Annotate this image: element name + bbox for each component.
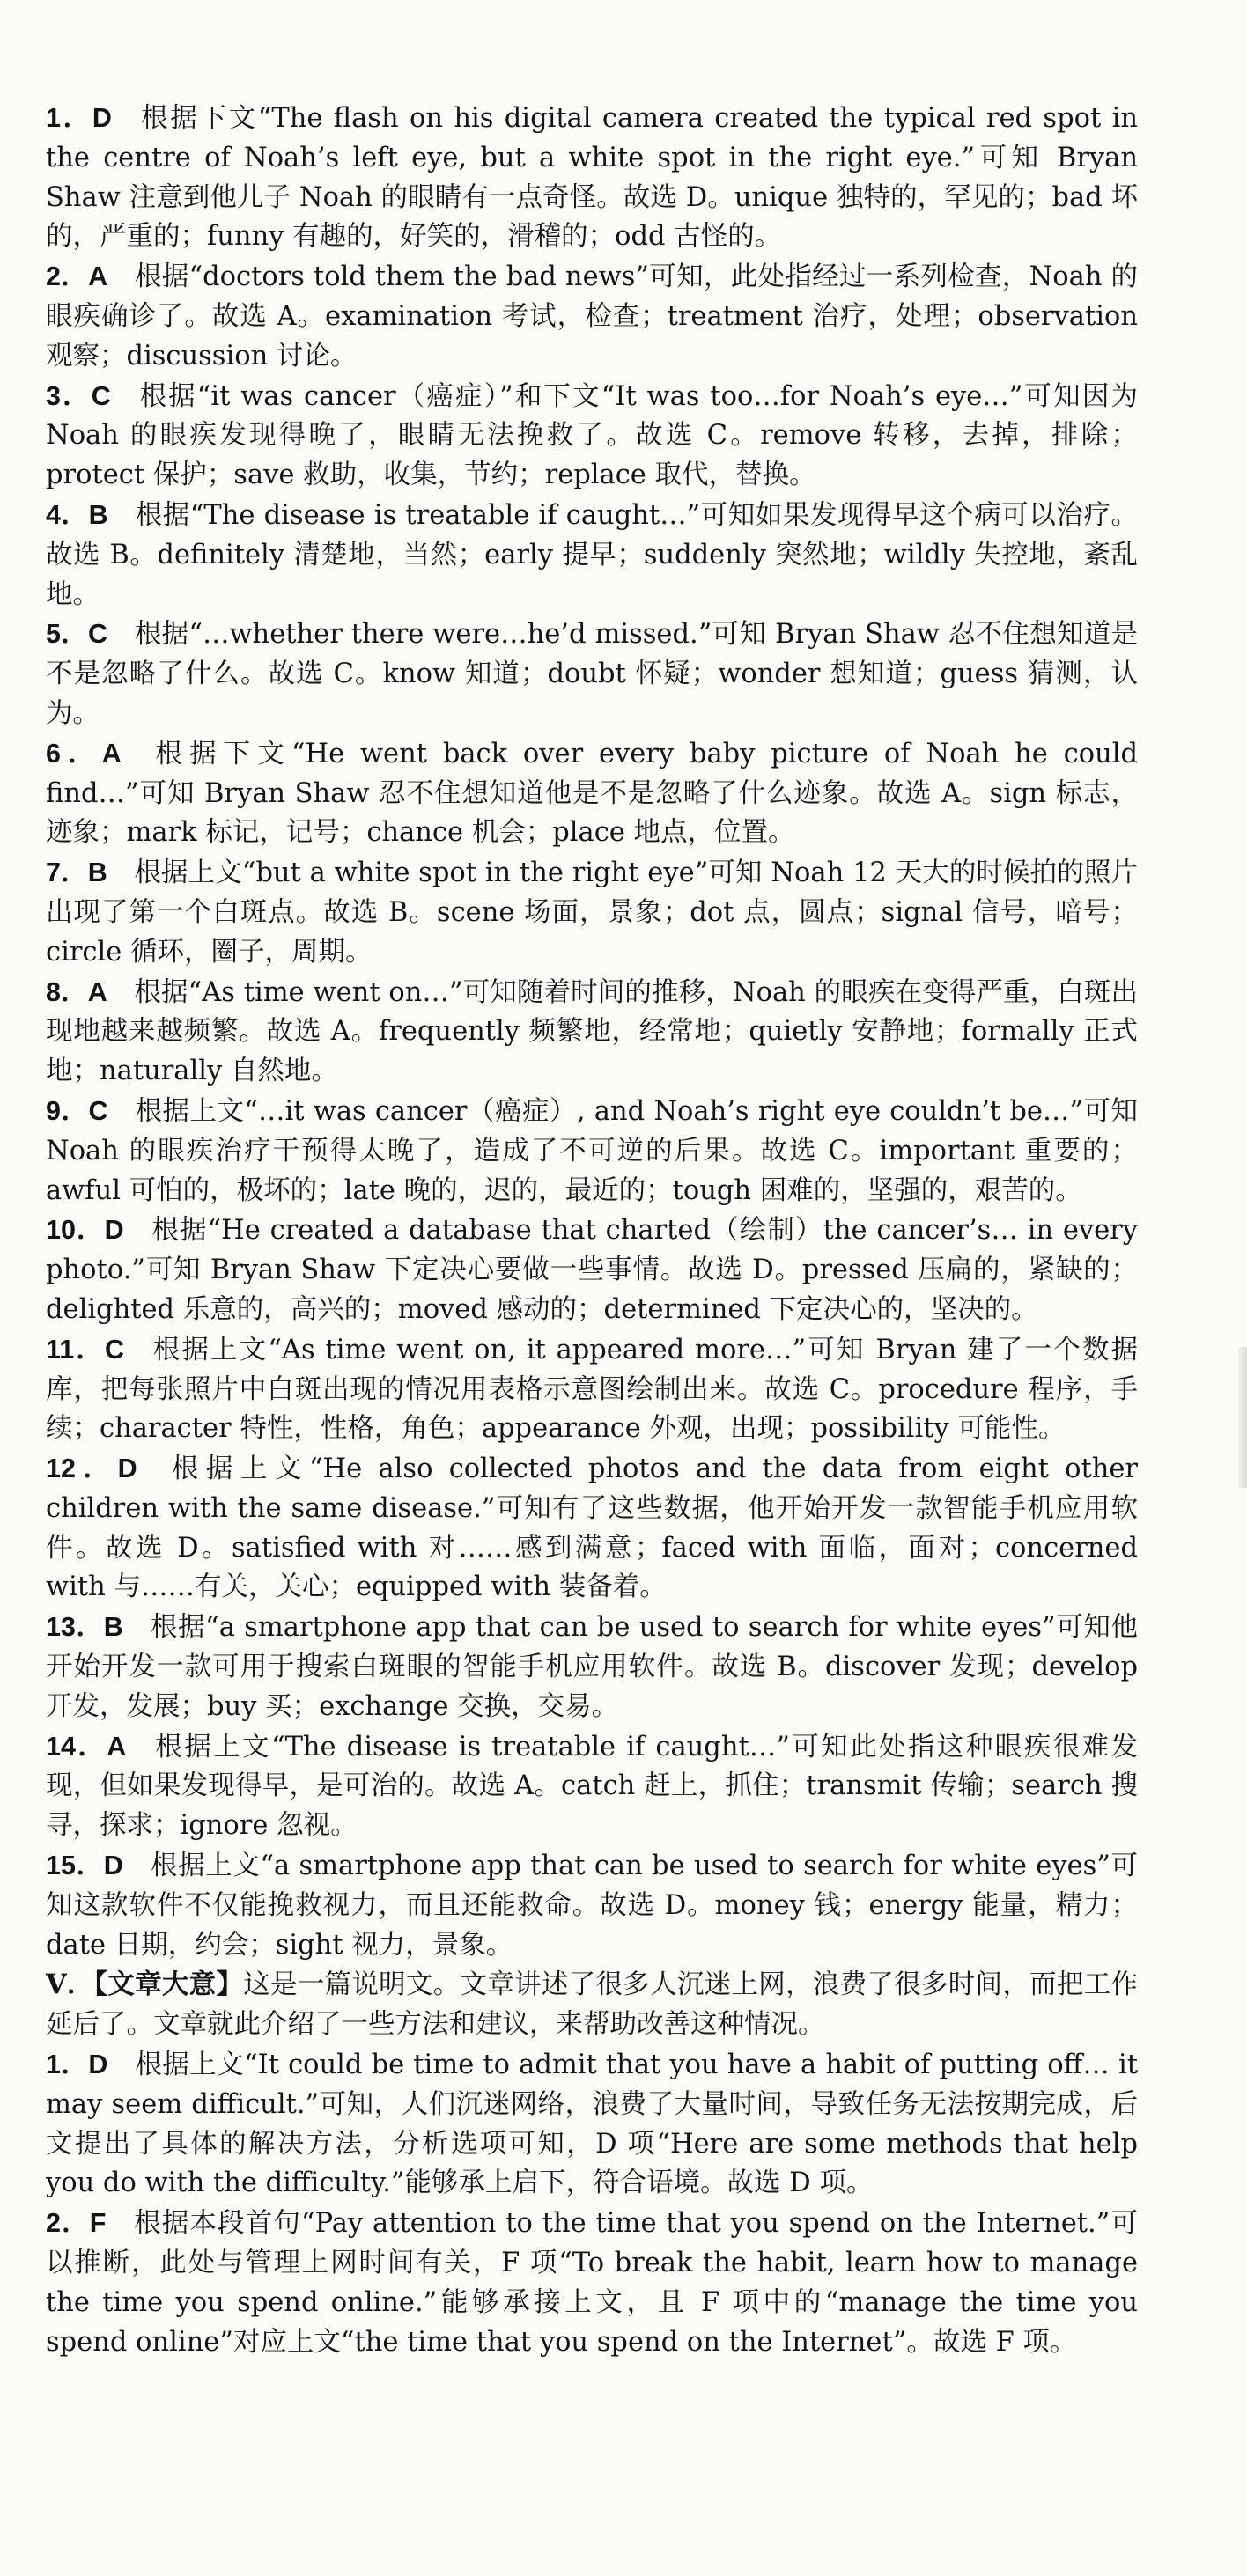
page-edge-shadow [1238, 1347, 1247, 1488]
answer-item [46, 496, 1138, 615]
item-answer: D [92, 103, 112, 133]
item-explanation: 根据下文“The flash on his digital camera created the typical red spot in the centre of Noah’s left eye, but a white spot in the right eye.”可知 Bryan Shaw 注意到他儿子 Noah 的眼睛有一点奇怪。故选 D。unique 独特的，罕见的；bad 坏的，严重的；funny 有趣的，好笑的，滑稽的；odd 古怪的。 [46, 103, 1138, 253]
item-answer: A [101, 738, 122, 769]
item-number: 4． [46, 499, 89, 530]
item-explanation: 根据“The disease is treatable if caught…”可知如果发现得早这个病可以治疗。故选 B。definitely 清楚地，当然；early 提早；suddenly 突然地；wildly 失控地，紊乱地。 [46, 499, 1139, 610]
item-explanation: 根据上文“a smartphone app that can be used to search for white eyes”可知这款软件不仅能挽救视力，而且还能救命。故选 D。money 钱；energy 能量，精力；date 日期，约会；sight 视力，景象。 [46, 1851, 1138, 1961]
item-number: 12． [46, 1454, 118, 1484]
answer-item [46, 853, 1138, 972]
answer-item [46, 1449, 1138, 1608]
item-answer: D [88, 2050, 108, 2080]
answer-item [46, 734, 1138, 853]
item-explanation: 根据上文“He also collected photos and the data from eight other children with the same disease.”可知有了这些数据，他开始开发一款智能手机应用软件。故选 D。satisfied with 对……感到满意；faced with 面临，面对；concerned with 与……有关，关心；equipped with 装备着。 [46, 1454, 1138, 1603]
answer-item [46, 1727, 1138, 1846]
section-v-summary [46, 1965, 1138, 2045]
item-number: 2． [46, 2208, 90, 2239]
item-number: 8． [46, 976, 88, 1007]
item-answer: A [88, 261, 108, 292]
item-number: 5． [46, 619, 89, 650]
item-number: 1． [46, 103, 92, 133]
item-answer: F [89, 2208, 107, 2239]
item-number: 6． [46, 738, 102, 769]
answer-item [46, 2045, 1138, 2204]
section-v-text: 这是一篇说明文。文章讲述了很多人沉迷上网，浪费了很多时间，而把工作延后了。文章就此介绍了一些方法和建议，来帮助改善这种情况。 [46, 1969, 1138, 2041]
item-explanation: 根据上文“It could be time to admit that you have a habit of putting off… it may seem difficult.”可知，人们沉迷网络，浪费了大量时间，导致任务无法按期完成，后文提出了具体的解决方法，分析选项可知，D 项“Here are some methods that help you do with the difficulty.”能够承上启下，符合语境。故选 D 项。 [46, 2050, 1138, 2199]
item-answer: D [103, 1851, 123, 1881]
item-answer: C [88, 1095, 108, 1126]
item-number: 9． [46, 1095, 89, 1126]
item-answer: D [117, 1454, 137, 1484]
item-explanation: 根据“a smartphone app that can be used to search for white eyes”可知他开始开发一款可用于搜索白斑眼的智能手机应用软件。故选 B。discover 发现；develop 开发，发展；buy 买；exchange 交换，交易。 [46, 1612, 1138, 1722]
item-explanation: 根据“…whether there were…he’d missed.”可知 Bryan Shaw 忍不住想知道是不是忽略了什么。故选 C。know 知道；doubt 怀疑；wonder 想知道；guess 猜测，认为。 [46, 619, 1139, 729]
answer-item [46, 1608, 1138, 1726]
item-answer: C [88, 619, 108, 650]
item-explanation: 根据上文“but a white spot in the right eye”可知 Noah 12 天大的时候拍的照片出现了第一个白斑点。故选 B。scene 场面，景象；dot 点，圆点；signal 信号，暗号；circle 循环，圈子，周期。 [46, 857, 1138, 968]
item-answer: A [87, 976, 107, 1007]
item-number: 13． [46, 1612, 104, 1643]
item-number: 1． [46, 2050, 89, 2080]
section-v-label: Ⅴ．【文章大意】 [46, 1969, 244, 2001]
item-answer: C [91, 380, 111, 411]
item-number: 3． [46, 380, 92, 411]
item-number: 15． [46, 1851, 104, 1881]
item-number: 14． [46, 1731, 107, 1762]
item-answer: B [88, 499, 108, 530]
item-explanation: 根据“As time went on…”可知随着时间的推移，Noah 的眼疾在变得严重，白斑出现地越来越频繁。故选 A。frequently 频繁地，经常地；quietly 安静地；formally 正式地；naturally 自然地。 [46, 976, 1138, 1087]
answer-item [46, 1330, 1138, 1449]
answer-item [46, 2204, 1138, 2362]
item-answer: B [103, 1612, 123, 1643]
item-explanation: 根据本段首句“Pay attention to the time that you spend on the Internet.”可以推断，此处与管理上网时间有关，F 项“To break the habit, learn how to manage the time you spend online.”能够承接上文，且 F 项中的“manage the time you spend online”对应上文“the time that you spend on the Internet”。故选 F 项。 [46, 2208, 1139, 2358]
answer-item [46, 257, 1138, 376]
item-answer: D [104, 1215, 124, 1246]
item-explanation: 根据“doctors told them the bad news”可知，此处指经过一系列检查，Noah 的眼疾确诊了。故选 A。examination 考试，检查；treatment 治疗，处理；observation 观察；discussion 讨论。 [46, 261, 1138, 372]
cloze-answers [46, 99, 1138, 1965]
item-explanation: 根据上文“As time went on, it appeared more…”可知 Bryan 建了一个数据库，把每张照片中白斑出现的情况用表格示意图绘制出来。故选 C。procedure 程序，手续；character 特性，性格，角色；appearance 外观，出现；possibility 可能性。 [46, 1334, 1138, 1445]
item-explanation: 根据上文“The disease is treatable if caught…”可知此处指这种眼疾很难发现，但如果发现得早，是可治的。故选 A。catch 赶上，抓住；transmit 传输；search 搜寻，探求；ignore 忽视。 [46, 1731, 1138, 1842]
reading-answers [46, 2045, 1138, 2362]
item-answer: A [107, 1731, 127, 1762]
answer-item [46, 1211, 1138, 1329]
item-explanation: 根据上文“…it was cancer（癌症）, and Noah’s right eye couldn’t be…”可知 Noah 的眼疾治疗干预得太晚了，造成了不可逆的后果。故选 C。important 重要的；awful 可怕的，极坏的；late 晚的，迟的，最近的；tough 困难的，坚强的，艰苦的。 [46, 1095, 1138, 1206]
item-number: 7． [46, 857, 88, 888]
item-number: 11． [46, 1334, 106, 1365]
answer-item [46, 973, 1138, 1092]
item-number: 2． [46, 261, 89, 292]
item-explanation: 根据下文“He went back over every baby picture of Noah he could find…”可知 Bryan Shaw 忍不住想知道他是不是忽略了什么迹象。故选 A。sign 标志，迹象；mark 标记，记号；chance 机会；place 地点，位置。 [46, 738, 1138, 849]
item-explanation: 根据“He created a database that charted（绘制）the cancer’s… in every photo.”可知 Bryan Shaw 下定决心要做一些事情。故选 D。pressed 压扁的，紧缺的；delighted 乐意的，高兴的；moved 感动的；determined 下定决心的，坚决的。 [46, 1215, 1138, 1325]
answer-item [46, 1846, 1138, 1965]
item-explanation: 根据“it was cancer（癌症）”和下文“It was too…for Noah’s eye…”可知因为 Noah 的眼疾发现得晚了，眼睛无法挽救了。故选 C。remove 转移，去掉，排除；protect 保护；save 救助，收集，节约；replace 取代，替换。 [46, 380, 1138, 491]
item-answer: C [105, 1334, 125, 1365]
answer-item [46, 99, 1138, 257]
answer-item [46, 615, 1138, 733]
item-number: 10． [46, 1215, 105, 1246]
item-answer: B [87, 857, 107, 888]
answer-item [46, 377, 1138, 496]
answer-item [46, 1092, 1138, 1211]
